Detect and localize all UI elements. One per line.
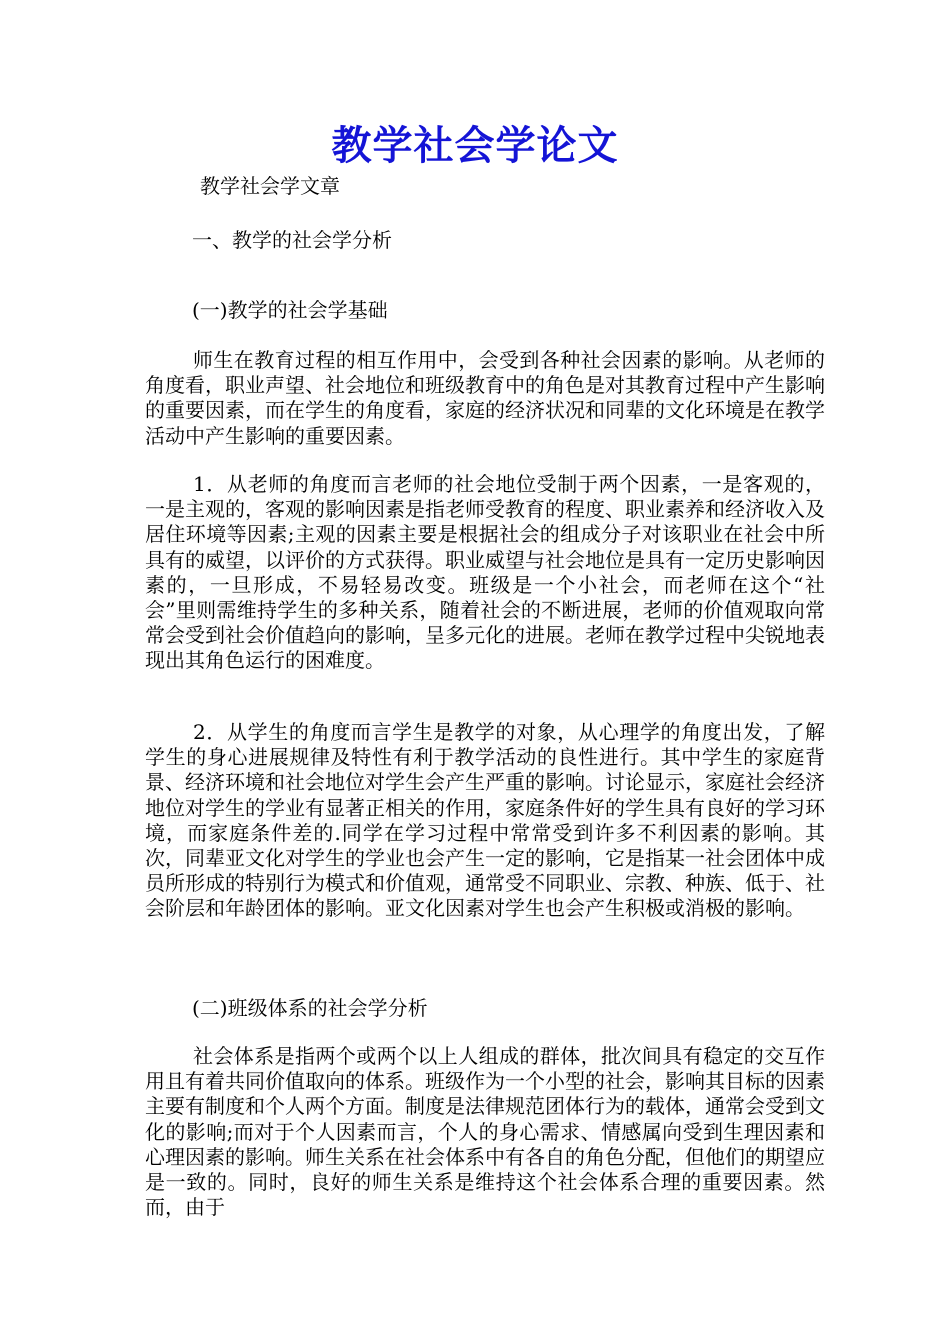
body-paragraph: 师生在教育过程的相互作用中，会受到各种社会因素的影响。从老师的角度看，职业声望、社会地位和班级教育中的角色是对其教育过程中产生影响的重要因素，而在学生的角度看，家庭的经济状况和同辈的文化环境是在教学活动中产生影响的重要因素。 xyxy=(145,348,825,448)
subsection-heading: (二)班级体系的社会学分析 xyxy=(192,996,428,1020)
body-paragraph: 2．从学生的角度而言学生是教学的对象，从心理学的角度出发，了解学生的身心进展规律及特性有利于教学活动的良性进行。其中学生的家庭背景、经济环境和社会地位对学生会产生严重的影响。讨论显示，家庭社会经济地位对学生的学业有显著正相关的作用，家庭条件好的学生具有良好的学习环境，而家庭条件差的.同学在学习过程中常常受到许多不利因素的影响。其次，同辈亚文化对学生的学业也会产生一定的影响，它是指某一社会团体中成员所形成的特别行为模式和价值观，通常受不同职业、宗教、种族、低于、社会阶层和年龄团体的影响。亚文化因素对学生也会产生积极或消极的影响。 xyxy=(145,720,825,921)
document-title: 教学社会学论文 xyxy=(331,123,619,169)
section-heading: 一、教学的社会学分析 xyxy=(192,228,392,252)
document-subtitle: 教学社会学文章 xyxy=(200,174,340,198)
body-paragraph: 1．从老师的角度而言老师的社会地位受制于两个因素，一是客观的，一是主观的，客观的影响因素是指老师受教育的程度、职业素养和经济收入及居住环境等因素;主观的因素主要是根据社会的组成分子对该职业在社会中所具有的威望，以评价的方式获得。职业威望与社会地位是具有一定历史影响因素的，一旦形成，不易轻易改变。班级是一个小社会，而老师在这个“社会”里则需维持学生的多种关系，随着社会的不断进展，老师的价值观取向常常会受到社会价值趋向的影响，呈多元化的进展。老师在教学过程中尖锐地表现出其角色运行的困难度。 xyxy=(145,472,825,673)
body-paragraph: 社会体系是指两个或两个以上人组成的群体，批次间具有稳定的交互作用且有着共同价值取向的体系。班级作为一个小型的社会，影响其目标的因素主要有制度和个人两个方面。制度是法律规范团体行为的载体，通常会受到文化的影响;而对于个人因素而言，个人的身心需求、情感属向受到生理因素和心理因素的影响。师生关系在社会体系中有各自的角色分配，但他们的期望应是一致的。同时，良好的师生关系是维持这个社会体系合理的重要因素。然而，由于 xyxy=(145,1044,825,1220)
subsection-heading: (一)教学的社会学基础 xyxy=(192,298,388,322)
